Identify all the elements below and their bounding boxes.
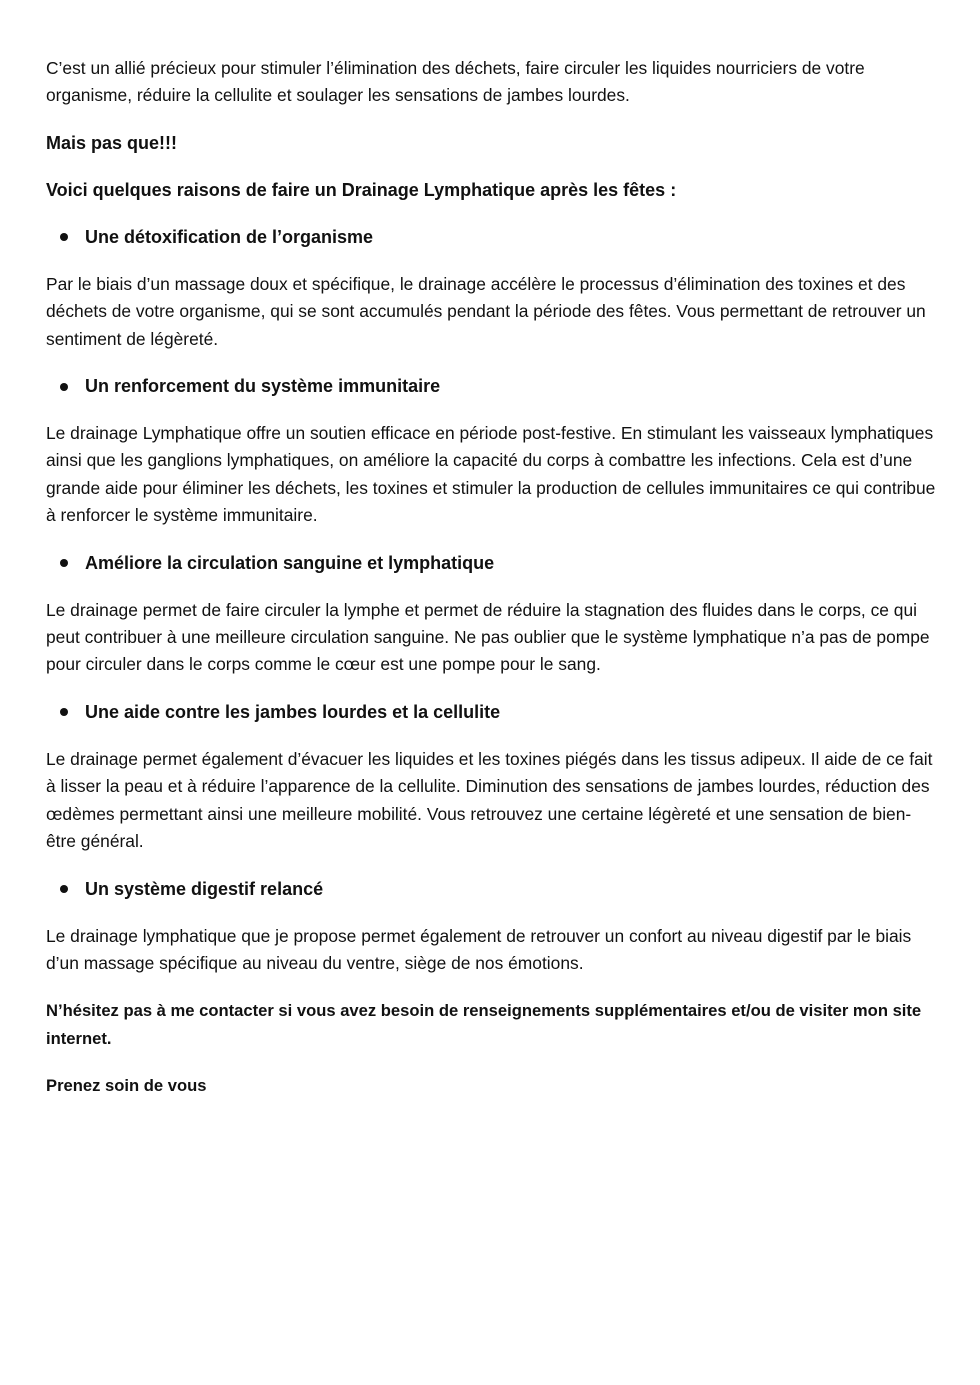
contact-paragraph: N’hésitez pas à me contacter si vous avez besoin de renseignements supplémentaires et/ou de visiter mon site internet. <box>46 1001 922 1048</box>
exclamation-heading: Mais pas que!!! <box>46 132 178 153</box>
bullet-dot-icon <box>60 708 68 716</box>
bullet-heavy-legs <box>46 699 938 726</box>
bullet-title: Un système digestif relancé <box>85 878 324 899</box>
section-paragraph: Par le biais d’un massage doux et spécifique, le drainage accélère le processus d’élimination des toxines et des déchets de votre organisme, qui se sont accumulés pendant la période des fêtes. Vous permettant de retrouver un sentiment de légèreté. <box>46 273 926 349</box>
bullet-digestive <box>46 876 938 903</box>
bullet-detox <box>46 224 938 251</box>
bullet-title: Un renforcement du système immunitaire <box>85 376 441 397</box>
bullet-dot-icon <box>60 559 68 567</box>
bullet-immunity <box>46 373 938 400</box>
section-paragraph: Le drainage Lymphatique offre un soutien efficace en période post-festive. En stimulant les vaisseaux lymphatiques ainsi que les ganglions lymphatiques, on améliore la capacité du corps à combattre les infections. Cela est d’une grande aide pour éliminer les déchets, les toxines et stimuler la production de cellules immunitaires ce qui contribue à renforcer le système immunitaire. <box>46 423 936 526</box>
article-content <box>46 55 938 1120</box>
bullet-title: Améliore la circulation sanguine et lymphatique <box>85 552 495 573</box>
bullet-title: Une aide contre les jambes lourdes et la cellulite <box>85 701 501 722</box>
signoff: Prenez soin de vous <box>46 1076 207 1096</box>
intro-paragraph: C’est un allié précieux pour stimuler l’élimination des déchets, faire circuler les liquides nourriciers de votre organisme, réduire la cellulite et soulager les sensations de jambes lourdes. <box>46 58 865 106</box>
bullet-circulation <box>46 550 938 577</box>
lead-heading: Voici quelques raisons de faire un Drainage Lymphatique après les fêtes : <box>46 179 677 200</box>
section-paragraph: Le drainage permet de faire circuler la lymphe et permet de réduire la stagnation des fluides dans le corps, ce qui peut contribuer à une meilleure circulation sanguine. Ne pas oublier que le système lymphatique n’a pas de pompe pour circuler dans le corps comme le cœur est une pompe pour le sang. <box>46 599 930 675</box>
bullet-dot-icon <box>60 383 68 391</box>
section-paragraph: Le drainage lymphatique que je propose permet également de retrouver un confort au niveau digestif par le biais d’un massage spécifique au niveau du ventre, siège de nos émotions. <box>46 925 912 973</box>
section-paragraph: Le drainage permet également d’évacuer les liquides et les toxines piégés dans les tissus adipeux. Il aide de ce fait à lisser la peau et à réduire l’apparence de la cellulite. Diminution des sensations de jambes lourdes, réduction des œdèmes permettant ainsi une meilleure mobilité. Vous retrouvez une certaine légèreté et une sensation de bien-être général. <box>46 748 933 852</box>
bullet-dot-icon <box>60 233 68 241</box>
bullet-title: Une détoxification de l’organisme <box>85 226 374 247</box>
bullet-dot-icon <box>60 885 68 893</box>
